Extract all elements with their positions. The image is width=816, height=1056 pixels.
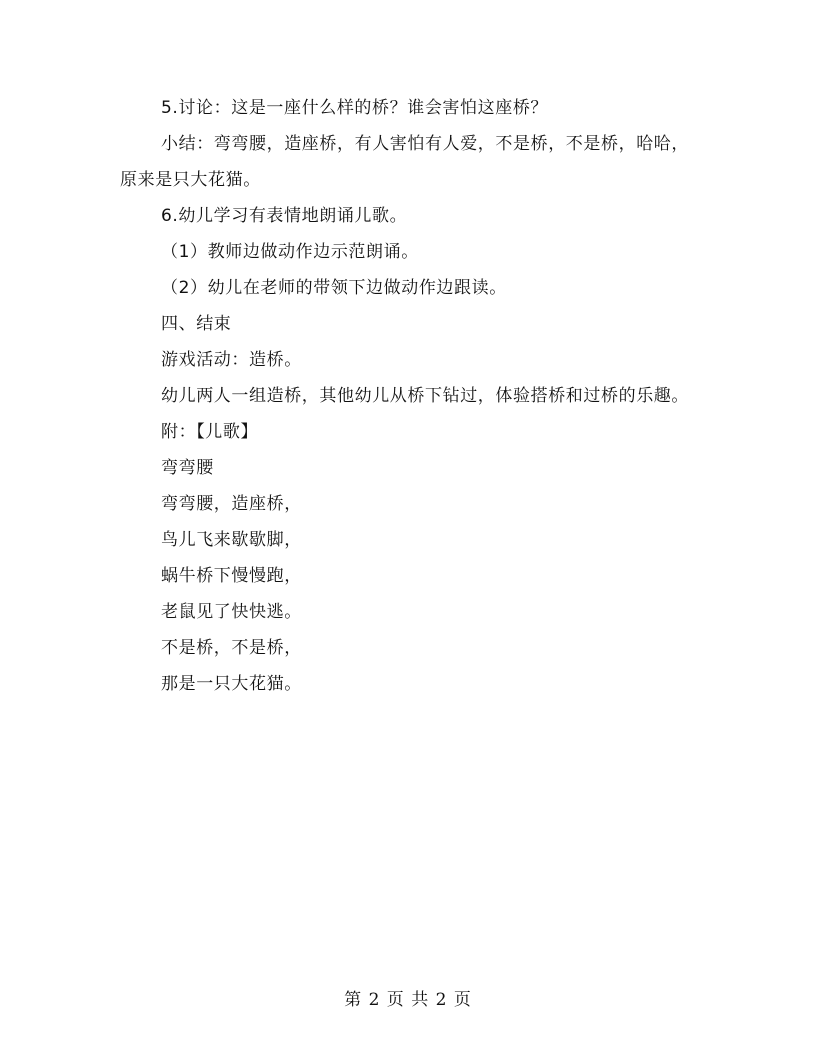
poem-line: 蜗牛桥下慢慢跑， xyxy=(161,566,302,586)
paragraph-substep-2: （2）幼儿在老师的带领下边做动作边跟读。 xyxy=(161,278,507,298)
paragraph-discussion: 5.讨论：这是一座什么样的桥？谁会害怕这座桥？ xyxy=(161,98,549,118)
appendix-heading: 附：【儿歌】 xyxy=(161,422,259,442)
paragraph-summary: 小结：弯弯腰，造座桥，有人害怕有人爱，不是桥，不是桥，哈哈，原来是只大花猫。 xyxy=(120,134,689,190)
poem-line: 老鼠见了快快逃。 xyxy=(161,602,302,622)
paragraph-step-6: 6.幼儿学习有表情地朗诵儿歌。 xyxy=(161,206,408,226)
paragraph-game-activity: 游戏活动：造桥。 xyxy=(161,350,302,370)
paragraph-game-description: 幼儿两人一组造桥，其他幼儿从桥下钻过，体验搭桥和过桥的乐趣。 xyxy=(161,386,689,406)
paragraph-substep-1: （1）教师边做动作边示范朗诵。 xyxy=(161,242,419,262)
poem-line: 那是一只大花猫。 xyxy=(161,674,302,694)
poem-line: 鸟儿飞来歇歇脚， xyxy=(161,530,302,550)
poem-line: 弯弯腰，造座桥， xyxy=(161,494,302,514)
section-heading-ending: 四、结束 xyxy=(161,314,232,334)
document-body xyxy=(120,90,700,702)
poem-line: 不是桥，不是桥， xyxy=(161,638,302,658)
page-number-footer: 第 2 页 共 2 页 xyxy=(344,990,472,1010)
poem-title: 弯弯腰 xyxy=(161,458,214,478)
